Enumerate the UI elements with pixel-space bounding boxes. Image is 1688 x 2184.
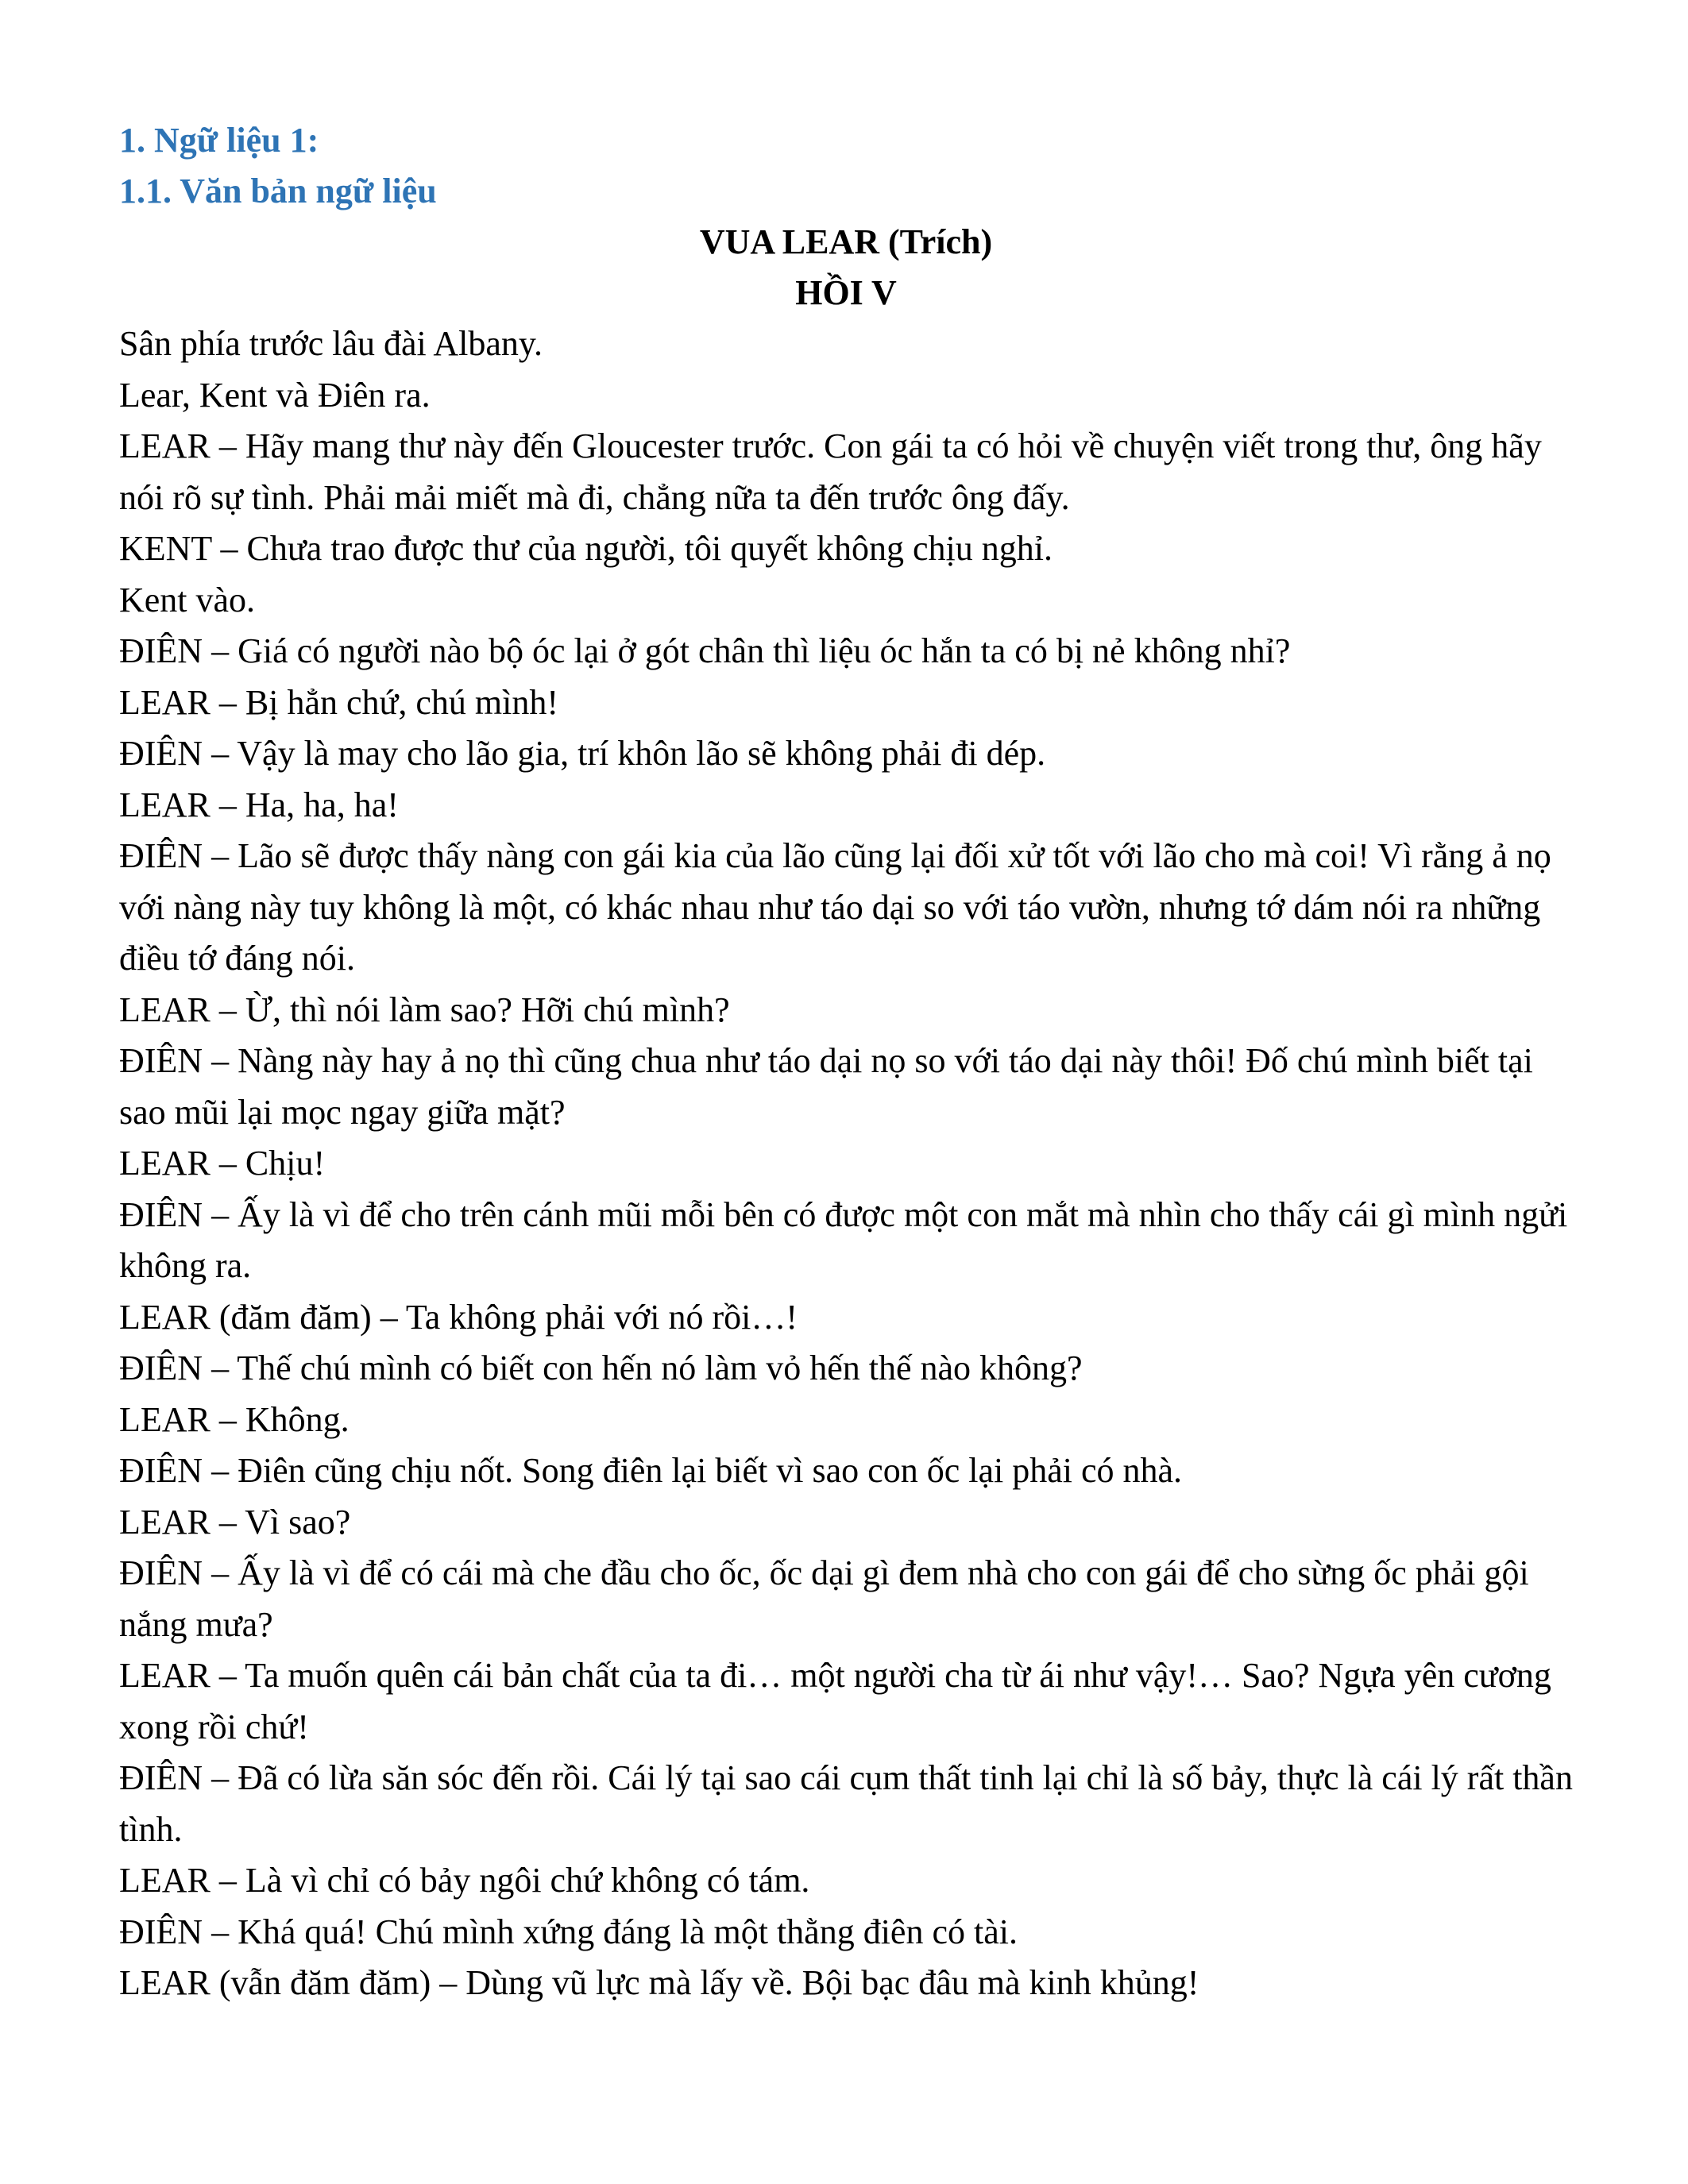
paragraph: ĐIÊN – Giá có người nào bộ óc lại ở gót chân thì liệu óc hắn ta có bị nẻ không nhỉ? xyxy=(119,631,1291,670)
document-page xyxy=(119,115,1573,2009)
paragraph: ĐIÊN – Khá quá! Chú mình xứng đáng là một thằng điên có tài. xyxy=(119,1912,1018,1951)
paragraph: ĐIÊN – Đã có lừa săn sóc đến rồi. Cái lý tại sao cái cụm thất tinh lại chỉ là số bảy, thực là cái lý rất thần tình. xyxy=(119,1758,1573,1849)
paragraph: LEAR – Vì sao? xyxy=(119,1502,351,1542)
paragraph: ĐIÊN – Lão sẽ được thấy nàng con gái kia của lão cũng lại đối xử tốt với lão cho mà coi! Vì rằng ả nọ với nàng này tuy không là một, có khác nhau như táo dại so với táo vườn, nhưng tớ dám nói ra những điều tớ đáng nói. xyxy=(119,836,1551,978)
paragraph: ĐIÊN – Ấy là vì để có cái mà che đầu cho ốc, ốc dại gì đem nhà cho con gái để cho sừng ốc phải gội nắng mưa? xyxy=(119,1553,1529,1644)
paragraph: KENT – Chưa trao được thư của người, tôi quyết không chịu nghỉ. xyxy=(119,529,1053,568)
paragraph: LEAR – Ừ, thì nói làm sao? Hỡi chú mình? xyxy=(119,990,730,1029)
paragraph: LEAR – Ta muốn quên cái bản chất của ta đi… một người cha từ ái như vậy!… Sao? Ngựa yên cương xong rồi chứ! xyxy=(119,1656,1551,1746)
paragraph: Kent vào. xyxy=(119,580,256,619)
paragraph: LEAR – Ha, ha, ha! xyxy=(119,785,399,824)
paragraph: LEAR – Chịu! xyxy=(119,1144,326,1183)
paragraph: ĐIÊN – Điên cũng chịu nốt. Song điên lại biết vì sao con ốc lại phải có nhà. xyxy=(119,1451,1183,1490)
paragraph: ĐIÊN – Ấy là vì để cho trên cánh mũi mỗi bên có được một con mắt mà nhìn cho thấy cái gì mình ngửi không ra. xyxy=(119,1194,1568,1285)
act-title: HỒI V xyxy=(795,273,897,312)
subsection-heading: 1.1. Văn bản ngữ liệu xyxy=(119,172,437,210)
paragraph: LEAR – Là vì chỉ có bảy ngôi chứ không có tám. xyxy=(119,1861,810,1900)
paragraph: LEAR (vẫn đăm đăm) – Dùng vũ lực mà lấy về. Bội bạc đâu mà kinh khủng! xyxy=(119,1963,1199,2002)
section-heading: 1. Ngữ liệu 1: xyxy=(119,121,319,160)
paragraph: Lear, Kent và Điên ra. xyxy=(119,375,431,415)
paragraph: LEAR – Bị hẳn chứ, chú mình! xyxy=(119,682,558,722)
dialogue-body xyxy=(119,318,1573,2009)
paragraph: Sân phía trước lâu đài Albany. xyxy=(119,324,543,363)
paragraph: LEAR – Không. xyxy=(119,1399,350,1439)
paragraph: ĐIÊN – Vậy là may cho lão gia, trí khôn lão sẽ không phải đi dép. xyxy=(119,734,1046,773)
play-title: VUA LEAR (Trích) xyxy=(699,222,993,261)
paragraph: LEAR (đăm đăm) – Ta không phải với nó rồi…! xyxy=(119,1297,798,1337)
paragraph: ĐIÊN – Thế chú mình có biết con hến nó làm vỏ hến thế nào không? xyxy=(119,1349,1083,1387)
paragraph: LEAR – Hãy mang thư này đến Gloucester trước. Con gái ta có hỏi về chuyện viết trong thư, ông hãy nói rõ sự tình. Phải mải miết mà đi, chẳng nữa ta đến trước ông đấy. xyxy=(119,426,1542,517)
paragraph: ĐIÊN – Nàng này hay ả nọ thì cũng chua như táo dại nọ so với táo dại này thôi! Đố chú mình biết tại sao mũi lại mọc ngay giữa mặt? xyxy=(119,1041,1533,1132)
